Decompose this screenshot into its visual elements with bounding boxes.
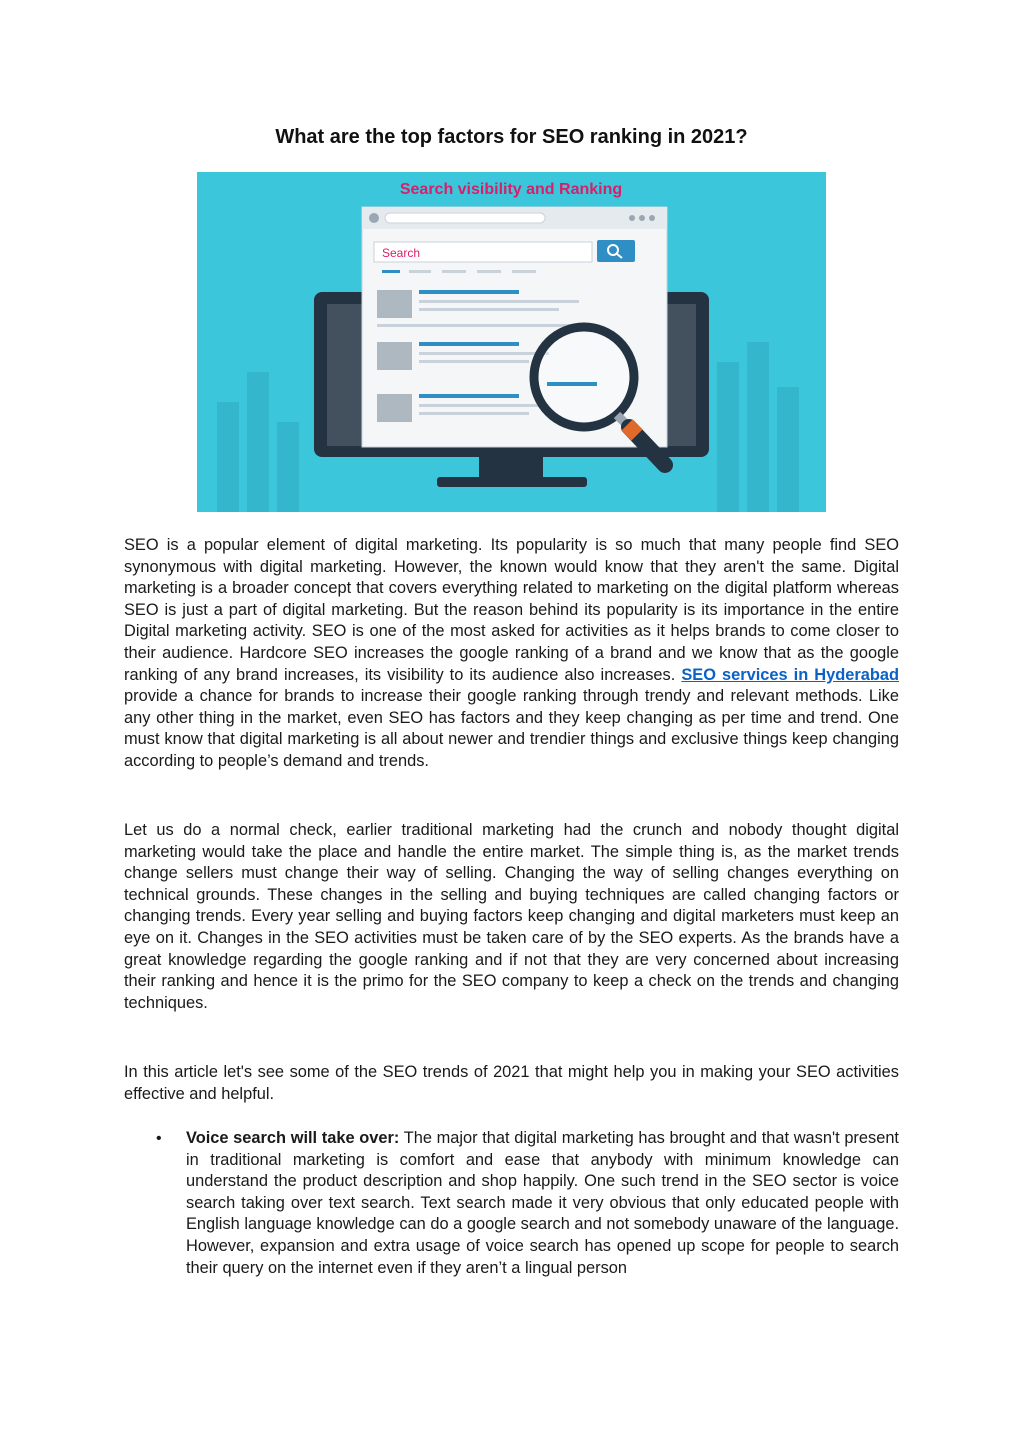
banner-text: Search visibility and Ranking (399, 181, 623, 198)
intro-text-after-link: provide a chance for brands to increase their google ranking through trendy and relevant methods. Like any other thing in the market, even SEO has factors and they keep changing as per time and trend. One must know that digital marketing is all about newer and trendier things and exclusive things keep changing according to people’s demand and trends. (124, 687, 899, 770)
search-label: Search (382, 246, 421, 260)
list-item-heading: Voice search will take over: (186, 1129, 400, 1147)
seo-services-link[interactable]: SEO services in Hyderabad (681, 665, 900, 684)
page-title: What are the top factors for SEO ranking in 2021? (275, 126, 748, 148)
list-item (124, 1128, 899, 1279)
globe-icon (369, 213, 379, 223)
monitor-base (437, 477, 587, 487)
search-button (597, 240, 635, 262)
seo-illustration (197, 172, 826, 512)
monitor-neck (479, 457, 543, 479)
hero-illustration (197, 172, 826, 512)
intro-paragraph (124, 535, 899, 773)
bullet-marker: • (156, 1130, 162, 1147)
trend-list (124, 1128, 899, 1279)
intro-text-before-link: SEO is a popular element of digital marketing. Its popularity is so much that many people find SEO synonymous with digital marketing. However, the known would know that they aren't the same. Digital marketing is a broader concept that covers everything related to marketing on the digital platform whereas SEO is just a part of digital marketing. But the reason behind its popularity is its importance in the entire Digital marketing activity. SEO is one of the most asked for activities as it helps brands to come closer to their audience. Hardcore SEO increases the google ranking of a brand and we know that as the google ranking of any brand increases, its visibility to its audience also increases. (124, 536, 899, 684)
body-paragraph-2: Let us do a normal check, earlier traditional marketing had the crunch and nobody thought digital marketing would take the place and handle the entire market. The simple thing is, as the market trends change sellers must change their way of selling. Changing the way of selling changes everything on technical grounds. These changes in the selling and buying techniques are called changing factors or changing trends. Every year selling and buying factors keep changing and digital marketers must keep an eye on it. Changes in the SEO activities must be taken care of by the SEO experts. As the brands have a great knowledge regarding the google ranking and if not that they are very concerned about increasing their ranking and hence it is the primo for the SEO company to keep a check on the trends and changing techniques. (124, 821, 899, 1012)
list-item-text: The major that digital marketing has brought and that wasn't present in traditional marketing is comfort and ease that anybody with minimum knowledge can understand the product description and shop happily. One such trend in the SEO sector is voice search taking over text search. Text search made it very obvious that only educated people with English language knowledge can do a google search and not somebody unaware of the language. However, expansion and extra usage of voice search has opened up scope for people to search their query on the internet even if they aren’t a lingual person (186, 1129, 899, 1277)
body-paragraph-3: In this article let's see some of the SEO trends of 2021 that might help you in making your SEO activities effective and helpful. (124, 1063, 899, 1103)
